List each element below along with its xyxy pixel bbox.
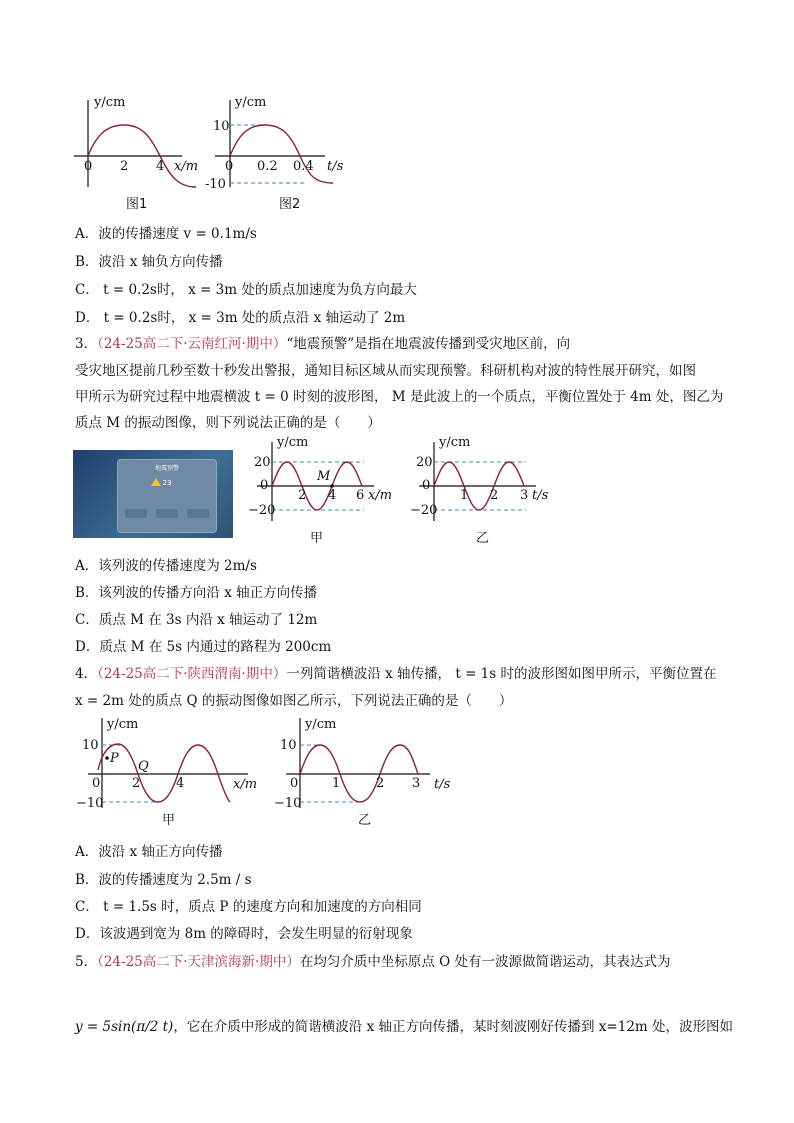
figure-caption: 甲 (162, 813, 176, 828)
point-p-label: P (110, 751, 119, 766)
point-m-label: M (317, 469, 331, 484)
t-axis-label: t/s (532, 488, 549, 503)
question-text: ，它在介质中形成的简谐横波沿 x 轴正方向传播，某时刻波刚好传播到 x=12m 处，波形图如 (173, 1019, 733, 1035)
question-3-stem (75, 332, 725, 352)
tick-label: 2 (376, 776, 385, 791)
question-5-stem (75, 950, 725, 970)
figure-caption: 乙 (358, 813, 372, 828)
tick-label: 4 (328, 488, 337, 503)
y-max-label: 20 (254, 455, 271, 470)
point-p-dot (105, 756, 109, 760)
option-d: D． t = 0.2s时， x = 3m 处的质点沿 x 轴运动了 2m (75, 310, 406, 326)
warning-title: 地震预警 (154, 465, 179, 472)
figure-jia-wave-graph (248, 435, 402, 546)
y-axis-label: y/cm (305, 717, 337, 732)
tick-label: 0.2 (257, 159, 278, 174)
option-d: D．质点 M 在 5s 内通过的路程为 200cm (75, 639, 332, 655)
origin-label: 0 (225, 159, 234, 174)
x-axis-label: x/m (368, 488, 393, 503)
tick-label: 0.4 (293, 159, 314, 174)
y-min-label: −20 (248, 503, 276, 518)
tick-label: 2 (298, 488, 307, 503)
question-source: （24-25高二下·陕西渭南·期中） (97, 666, 287, 682)
figure-jia-wave-graph-q4 (70, 712, 270, 830)
option-a: A．该列波的传播速度为 2m/s (75, 558, 257, 574)
question-text: 受灾地区提前几秒至数十秒发出警报，通知目标区域从而实现预警。科研机构对波的特性展开研究，如图 (75, 363, 696, 379)
tick-label: 2 (490, 488, 499, 503)
y-min-label: -10 (205, 177, 226, 192)
warning-panel (117, 459, 217, 533)
tick-label: 4 (176, 776, 185, 791)
y-max-label: 10 (280, 738, 297, 753)
figure-caption: 图1 (126, 197, 148, 212)
tick-label: 4 (156, 159, 165, 174)
panel-button (187, 509, 209, 518)
question-source: （24-25高二下·云南红河·期中） (97, 336, 287, 352)
question-text: 在均匀介质中坐标原点 O 处有一波源做简谐运动，其表达式为 (299, 954, 671, 970)
question-number: 3． (75, 336, 98, 352)
formula: y = 5sin(π/2 t) (75, 1019, 174, 1035)
origin-label: 0 (422, 478, 431, 493)
y-axis-label: y/cm (235, 95, 267, 110)
question-text: 一列简谐横波沿 x 轴传播， t = 1s 时的波形图如图甲所示，平衡位置在 (286, 666, 717, 682)
origin-label: 0 (290, 776, 299, 791)
y-axis-label: y/cm (439, 435, 471, 450)
figure-2-vibration-graph (205, 92, 355, 214)
tick-label: 2 (132, 776, 141, 791)
point-q-label: Q (138, 759, 149, 774)
tick-label: 1 (460, 488, 469, 503)
y-min-label: −20 (410, 503, 438, 518)
question-text: x = 2m 处的质点 Q 的振动图像如图乙所示，下列说法正确的是（ ） (75, 693, 513, 709)
option-a: A．波的传播速度 v = 0.1m/s (75, 226, 257, 242)
origin-label: 0 (260, 478, 269, 493)
vibration-curve (230, 125, 333, 183)
panel-button (125, 509, 147, 518)
figure-1-wave-graph (70, 92, 205, 214)
origin-label: 0 (84, 159, 93, 174)
y-max-label: 20 (416, 455, 433, 470)
x-axis-label: x/m (174, 159, 199, 174)
option-c: C．质点 M 在 3s 内沿 x 轴运动了 12m (75, 612, 318, 628)
figure-yi-vibration-graph-q4 (270, 712, 460, 830)
option-d: D．该波遇到宽为 8m 的障碍时，会发生明显的衍射现象 (75, 926, 413, 942)
countdown-number: 23 (162, 479, 172, 487)
question-number: 4． (75, 666, 98, 682)
option-b: B．波沿 x 轴负方向传播 (75, 254, 223, 270)
question-number: 5． (75, 954, 98, 970)
figure-caption: 图2 (279, 197, 301, 212)
question-text: 甲所示为研究过程中地震横波 t = 0 时刻的波形图， M 是此波上的一个质点，平衡位置处于 4m 处，图乙为 (75, 389, 724, 405)
option-c: C． t = 0.2s时， x = 3m 处的质点加速度为负方向最大 (75, 282, 417, 298)
y-min-label: −10 (274, 796, 302, 811)
figure-caption: 甲 (310, 531, 324, 546)
y-max-label: 10 (82, 738, 99, 753)
tick-label: 2 (120, 159, 129, 174)
option-c: C． t = 1.5s 时，质点 P 的速度方向和加速度的方向相同 (75, 899, 422, 915)
earthquake-warning-photo (73, 450, 233, 538)
tick-label: 3 (520, 488, 529, 503)
y-axis-label: y/cm (277, 435, 309, 450)
y-axis-label: y/cm (94, 95, 126, 110)
figure-caption: 乙 (476, 531, 490, 546)
origin-label: 0 (92, 776, 101, 791)
option-a: A．波沿 x 轴正方向传播 (75, 844, 223, 860)
t-axis-label: t/s (434, 777, 451, 792)
tick-label: 3 (412, 776, 421, 791)
question-text: 质点 M 的振动图像，则下列说法正确的是（ ） (75, 415, 381, 431)
y-max-label: 10 (213, 119, 230, 134)
y-axis-label: y/cm (107, 717, 139, 732)
question-4-stem (75, 662, 725, 682)
tick-label: 1 (332, 776, 341, 791)
t-axis-label: t/s (327, 159, 344, 174)
option-b: B．该列波的传播方向沿 x 轴正方向传播 (75, 585, 318, 601)
figure-yi-vibration-graph (410, 435, 564, 546)
question-5-line-2 (75, 1015, 733, 1035)
panel-button (156, 509, 178, 518)
y-min-label: −10 (76, 796, 104, 811)
x-axis-label: x/m (233, 777, 258, 792)
option-b: B．波的传播速度为 2.5m / s (75, 872, 252, 888)
question-source: （24-25高二下·天津滨海新·期中） (97, 954, 300, 970)
question-text: “地震预警”是指在地震波传播到受灾地区前，向 (286, 336, 571, 352)
tick-label: 6 (356, 488, 365, 503)
